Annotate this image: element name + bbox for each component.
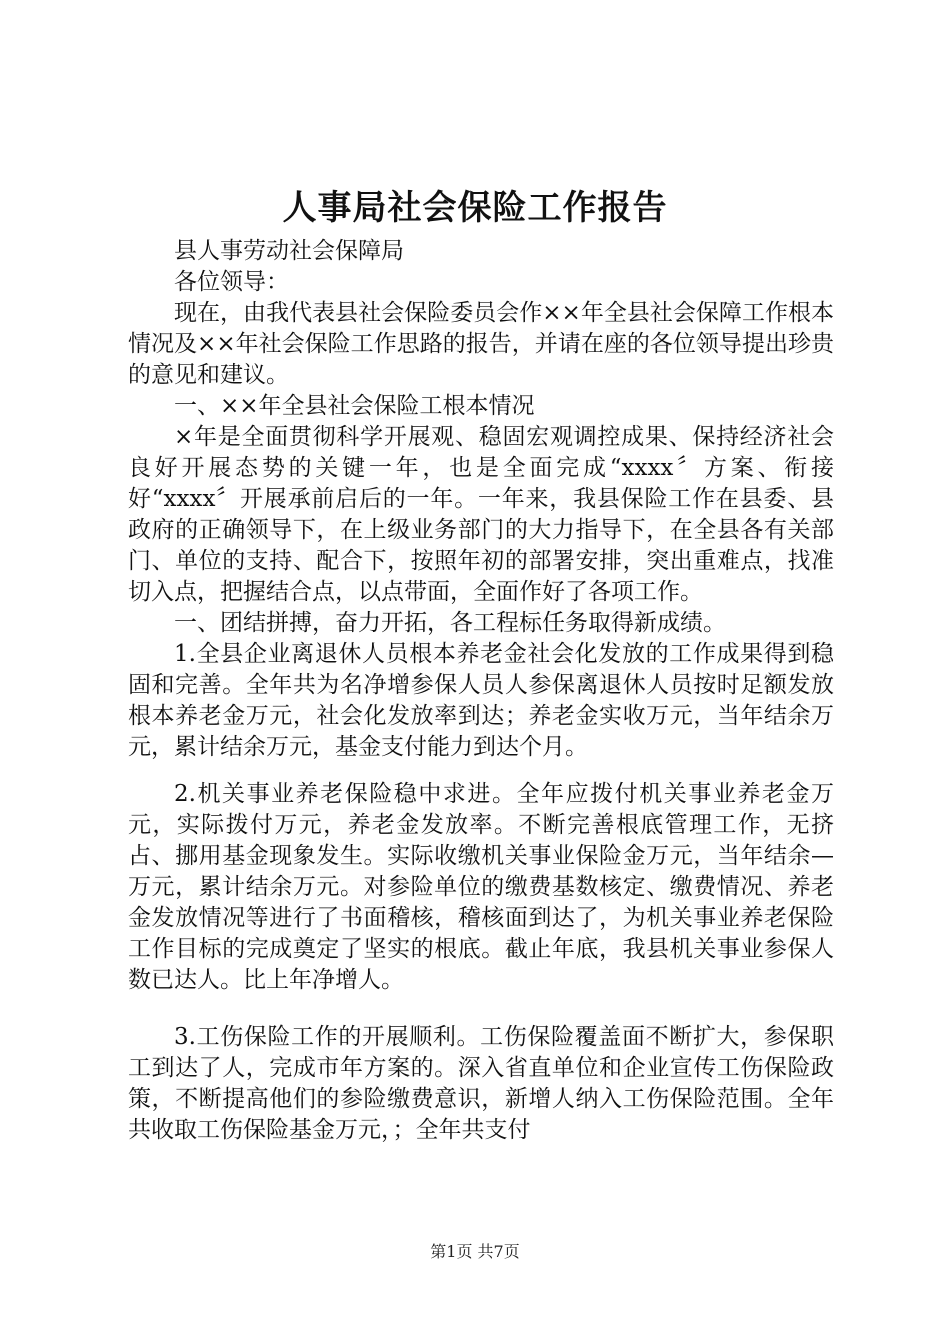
paragraph-issuer: 县人事劳动社会保障局: [174, 238, 404, 264]
paragraph-item-3: 3.工伤保险工作的开展顺利。工伤保险覆盖面不断扩大，参保职工到达了人，完成市年方案的。深入省直单位和企业宣传工伤保险政策，不断提高他们的参险缴费意识，新增人纳入工伤保险范围。全年共收取工伤保险基金万元，；全年共支付: [128, 1024, 834, 1143]
paragraph-item-2: 2.机关事业养老保险稳中求进。全年应拨付机关事业养老金万元，实际拨付万元，养老金发放率。不断完善根底管理工作，无挤占、挪用基金现象发生。实际收缴机关事业保险金万元，当年结余—万元，累计结余万元。对参险单位的缴费基数核定、缴费情况、养老金发放情况等进行了书面稽核，稽核面到达了，为机关事业养老保险工作目标的完成奠定了坚实的根底。截止年底，我县机关事业参保人数已达人。比上年净增人。: [128, 781, 834, 993]
section-heading-achievements: 一、团结拼搏，奋力开拓，各工程标任务取得新成绩。: [174, 610, 726, 636]
paragraph-overview: ×年是全面贯彻科学开展观、稳固宏观调控成果、保持经济社会良好开展态势的关键一年，也是全面完成“xxxx〞方案、衔接好“xxxx〞开展承前启后的一年。一年来，我县保险工作在县委、县政府的正确领导下，在上级业务部门的大力指导下，在全县各有关部门、单位的支持、配合下，按照年初的部署安排，突出重难点，找准切入点，把握结合点，以点带面，全面作好了各项工作。: [128, 424, 834, 605]
page-number: 第1页 共7页: [430, 1242, 520, 1261]
paragraph-intro: 现在，由我代表县社会保险委员会作××年全县社会保障工作根本情况及××年社会保险工作思路的报告，并请在座的各位领导提出珍贵的意见和建议。: [128, 300, 834, 388]
paragraph-item-1: 1.全县企业离退休人员根本养老金社会化发放的工作成果得到稳固和完善。全年共为名净增参保人员人参保离退休人员按时足额发放根本养老金万元，社会化发放率到达；养老金实收万元，当年结余万元，累计结余万元，基金支付能力到达个月。: [128, 641, 834, 760]
section-heading-overview: 一、××年全县社会保险工根本情况: [174, 393, 535, 419]
document-title: 人事局社会保险工作报告: [282, 188, 668, 228]
document-body: [128, 236, 834, 1146]
paragraph-salutation: 各位领导：: [174, 269, 289, 295]
